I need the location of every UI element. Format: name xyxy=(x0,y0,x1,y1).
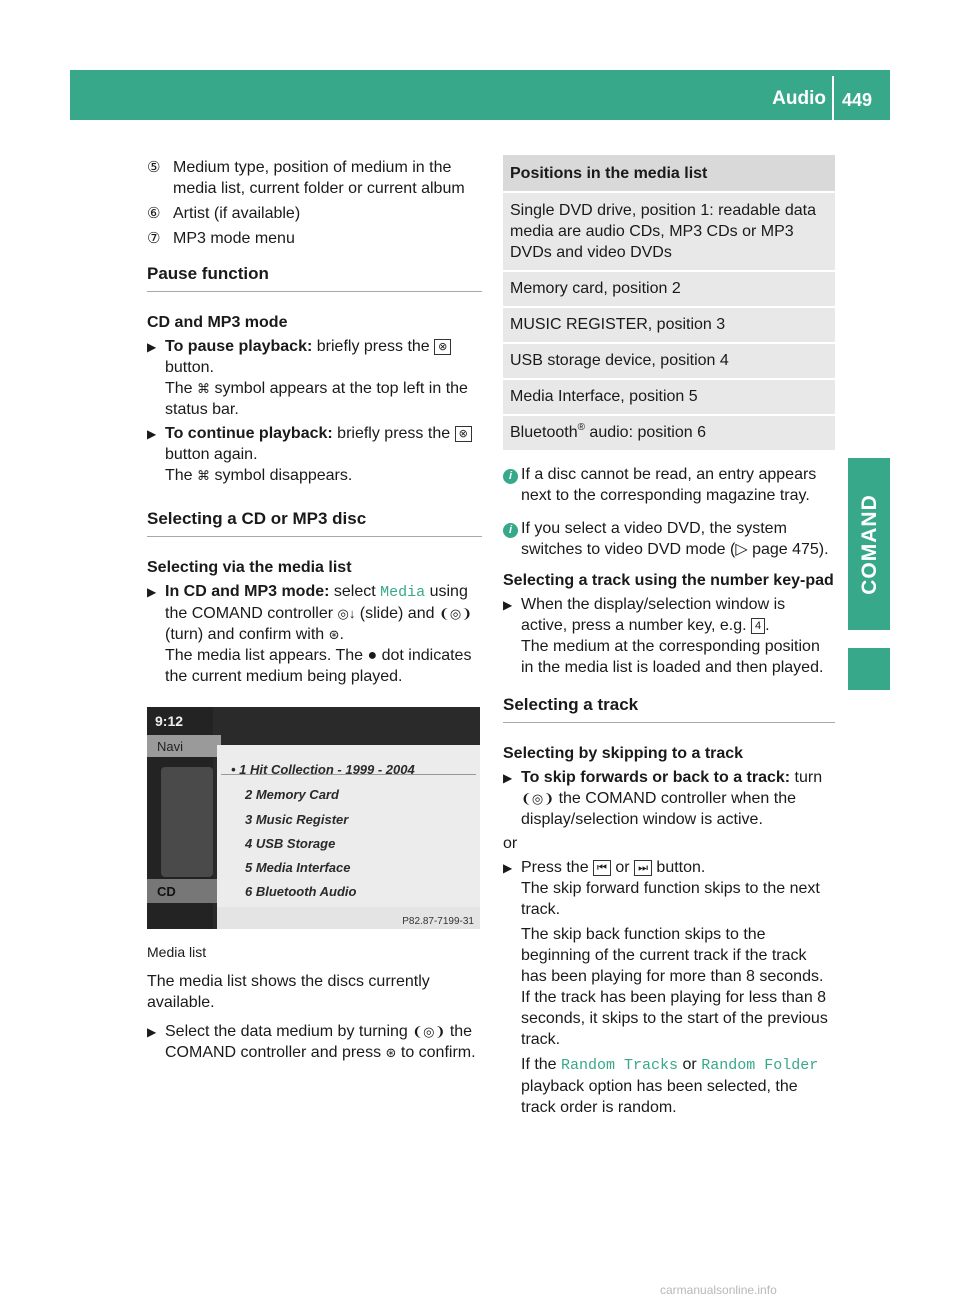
number-keypad-heading: Selecting a track using the number key-pad xyxy=(503,572,834,589)
info-icon: i xyxy=(503,464,521,506)
side-tab-label: COMAND xyxy=(857,493,881,595)
table-row: Bluetooth® audio: position 6 xyxy=(503,416,835,450)
random-folder-option: Random Folder xyxy=(701,1057,819,1074)
controller-slide-icon: ◎↓ xyxy=(337,606,356,621)
random-tracks-option: Random Tracks xyxy=(561,1057,679,1074)
list-item: 3 Music Register xyxy=(245,812,349,827)
pause-key-icon: ⊗ xyxy=(455,426,472,442)
info-note: i If a disc cannot be read, an entry appears next to the corresponding magazine tray. xyxy=(503,464,835,506)
list-item: ⑤ Medium type, position of medium in the media list, current folder or current album xyxy=(147,159,465,197)
screen-footer: P82.87-7199-31 xyxy=(217,907,480,929)
media-list-subheading: Selecting via the media list xyxy=(147,559,352,576)
cd-mp3-subheading: CD and MP3 mode xyxy=(147,314,288,331)
number-key-icon: 4 xyxy=(751,618,765,634)
list-item: 2 Memory Card xyxy=(245,787,339,802)
pause-symbol-icon: ⌘ xyxy=(197,381,211,396)
page-number: 449 xyxy=(842,90,873,110)
table-row: Single DVD drive, position 1: readable data media are audio CDs, MP3 CDs or MP3 DVDs and video DVDs xyxy=(503,193,835,270)
pause-heading: Pause function xyxy=(147,263,482,292)
left-column xyxy=(147,157,482,1066)
arrow-icon: ▶ xyxy=(147,340,157,354)
controller-press-icon: ⊛ xyxy=(385,1045,397,1060)
dot-icon: ● xyxy=(367,647,378,664)
arrow-icon: ▶ xyxy=(147,1025,157,1039)
controller-press-icon: ⊛ xyxy=(328,627,340,642)
arrow-icon: ▶ xyxy=(503,861,513,875)
list-item: ⑦ MP3 mode menu xyxy=(147,230,295,247)
disc-cover-icon xyxy=(161,767,213,877)
table-header: Positions in the media list xyxy=(503,155,835,191)
skipping-subheading: Selecting by skipping to a track xyxy=(503,745,744,762)
skip-back-key-icon: ⏮ xyxy=(593,860,611,876)
or-text: or xyxy=(503,835,518,852)
arrow-icon: ▶ xyxy=(147,427,157,441)
side-block xyxy=(848,648,890,690)
list-item: 6 Bluetooth Audio xyxy=(245,884,357,899)
media-menu-item: Media xyxy=(380,584,426,601)
list-item: 5 Media Interface xyxy=(245,860,351,875)
media-list-paragraph: The media list shows the discs currently available. xyxy=(147,973,430,1011)
arrow-icon: ▶ xyxy=(503,771,513,785)
info-note: i If you select a video DVD, the system switches to video DVD mode (▷ page 475). xyxy=(503,518,835,560)
list-item: 4 USB Storage xyxy=(245,836,336,851)
arrow-icon: ▶ xyxy=(147,585,157,599)
info-icon: i xyxy=(503,518,521,560)
controller-turn-icon: ❨◎❩ xyxy=(438,606,473,621)
continue-step: ▶ To continue playback: briefly press the ⊗ button again. The ⌘ symbol disappears. xyxy=(147,423,482,486)
right-column xyxy=(503,155,835,1121)
screen-navi: Navi xyxy=(147,735,221,757)
table-row: Memory card, position 2 xyxy=(503,272,835,306)
skip-forward-key-icon: ⏭ xyxy=(634,860,652,876)
header-divider xyxy=(832,76,834,120)
skip-step: ▶ To skip forwards or back to a track: turn ❨◎❩ the COMAND controller when the display/selection window is active. xyxy=(503,769,823,828)
selecting-track-heading: Selecting a track xyxy=(503,694,835,723)
number-key-step: ▶ When the display/selection window is active, press a number key, e.g. 4 . The medium at the corresponding position in the media list is loaded and then played. xyxy=(503,596,824,676)
arrow-icon: ▶ xyxy=(503,598,513,612)
pause-key-icon: ⊗ xyxy=(434,339,451,355)
screen-mode: CD xyxy=(147,879,217,903)
controller-turn-icon: ❨◎❩ xyxy=(412,1024,446,1039)
table-row: USB storage device, position 4 xyxy=(503,344,835,378)
select-media-step: ▶ In CD and MP3 mode: select Media using the COMAND controller ◎↓ (slide) and ❨◎❩ (turn) and confirm with ⊛. The media list appears. The ● dot indicates the current medium being played. xyxy=(147,583,473,685)
pause-symbol-icon: ⌘ xyxy=(197,468,211,483)
controller-turn-icon: ❨◎❩ xyxy=(521,791,555,806)
table-row: MUSIC REGISTER, position 3 xyxy=(503,308,835,342)
section-title: Audio xyxy=(772,88,826,109)
figure-caption: Media list xyxy=(147,944,207,960)
watermark: carmanualsonline.info xyxy=(660,1283,777,1297)
positions-table xyxy=(503,155,835,450)
screen-time: 9:12 xyxy=(155,713,184,729)
selecting-cd-heading: Selecting a CD or MP3 disc xyxy=(147,508,482,537)
pause-step: ▶ To pause playback: briefly press the ⊗ button. The ⌘ symbol appears at the top left in the status bar. xyxy=(147,338,468,418)
select-medium-step: ▶ Select the data medium by turning ❨◎❩ the COMAND controller and press ⊛ to confirm. xyxy=(147,1023,476,1061)
list-item: • 1 Hit Collection - 1999 - 2004 xyxy=(231,762,415,777)
screen-media-list xyxy=(217,745,480,907)
press-button-step: ▶ Press the ⏮ or ⏭ button. The skip forward function skips to the next track. The skip back function skips to the beginning of the current track if the track has been playing for more than 8 seconds. If the track has been playing for less than 8 seconds, it skips to the start of the previous track. If the Random Tracks or Random Folder playback option has been selected, the track order is random. xyxy=(503,859,828,1116)
list-item: ⑥ Artist (if available) xyxy=(147,205,301,222)
media-list-screenshot xyxy=(147,707,480,929)
table-row: Media Interface, position 5 xyxy=(503,380,835,414)
page-ref-icon: ▷ xyxy=(735,541,748,558)
